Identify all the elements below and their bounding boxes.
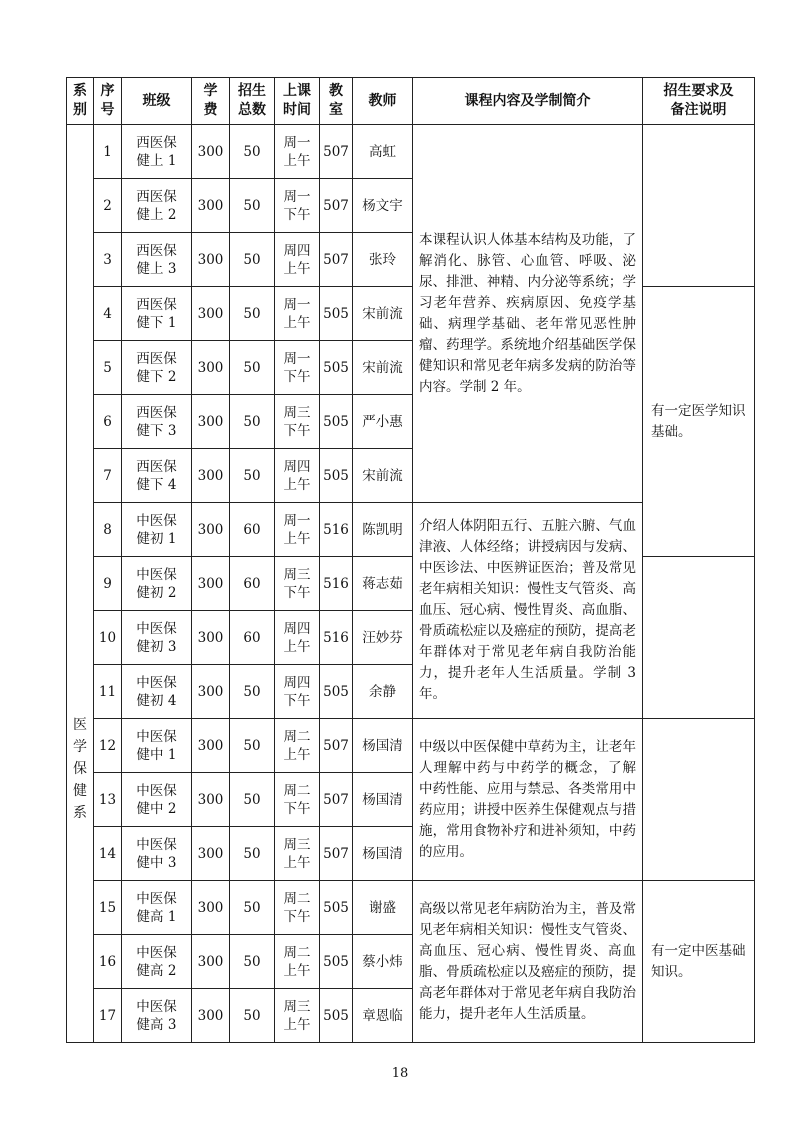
teacher-cell: 余静 bbox=[353, 665, 413, 719]
time-line: 下午 bbox=[283, 206, 311, 223]
seq-cell: 10 bbox=[94, 611, 122, 665]
table-body bbox=[67, 125, 755, 1043]
class-line: 中医保 bbox=[136, 674, 177, 691]
fee-cell: 300 bbox=[192, 773, 230, 827]
room-cell: 507 bbox=[320, 827, 353, 881]
class-line: 健初 4 bbox=[136, 692, 177, 709]
time-line: 上午 bbox=[283, 260, 311, 277]
table-row bbox=[67, 125, 755, 179]
quota-cell: 60 bbox=[230, 611, 275, 665]
time-line: 下午 bbox=[283, 422, 311, 439]
class-line: 西医保 bbox=[136, 296, 177, 313]
seq-cell: 16 bbox=[94, 935, 122, 989]
class-line: 健高 1 bbox=[136, 908, 177, 925]
room-cell: 507 bbox=[320, 125, 353, 179]
quota-cell: 50 bbox=[230, 395, 275, 449]
note-empty bbox=[643, 125, 755, 287]
class-line: 中医保 bbox=[136, 944, 177, 961]
fee-cell: 300 bbox=[192, 503, 230, 557]
class-line: 健初 1 bbox=[136, 530, 177, 547]
table-row bbox=[67, 881, 755, 935]
quota-cell: 50 bbox=[230, 881, 275, 935]
fee-cell: 300 bbox=[192, 611, 230, 665]
class-cell bbox=[122, 503, 192, 557]
quota-cell: 50 bbox=[230, 989, 275, 1043]
room-cell: 505 bbox=[320, 989, 353, 1043]
class-line: 中医保 bbox=[136, 998, 177, 1015]
time-line: 周二 bbox=[283, 944, 311, 961]
header-seq: 序 号 bbox=[94, 78, 122, 125]
header-time: 上课 时间 bbox=[275, 78, 320, 125]
quota-cell: 50 bbox=[230, 827, 275, 881]
fee-cell: 300 bbox=[192, 881, 230, 935]
time-line: 周一 bbox=[283, 296, 311, 313]
time-line: 上午 bbox=[283, 152, 311, 169]
quota-cell: 50 bbox=[230, 719, 275, 773]
time-cell bbox=[275, 449, 320, 503]
class-line: 西医保 bbox=[136, 404, 177, 421]
class-cell bbox=[122, 341, 192, 395]
fee-cell: 300 bbox=[192, 395, 230, 449]
time-cell bbox=[275, 665, 320, 719]
class-line: 中医保 bbox=[136, 782, 177, 799]
teacher-cell: 汪妙芬 bbox=[353, 611, 413, 665]
header-class: 班级 bbox=[122, 78, 192, 125]
enrollment-note: 有一定医学知识基础。 bbox=[643, 287, 755, 557]
time-line: 下午 bbox=[283, 692, 311, 709]
time-line: 下午 bbox=[283, 368, 311, 385]
time-line: 周三 bbox=[283, 566, 311, 583]
time-line: 上午 bbox=[283, 476, 311, 493]
course-description: 介绍人体阴阳五行、五脏六腑、气血津液、人体经络；讲授病因与发病、中医诊法、中医辨证医治；普及常见老年病相关知识：慢性支气管炎、高血压、冠心病、慢性胃炎、高血脂、骨质疏松症以及癌症的预防，提高老年群体对于常见老年病自我防治能力，提升老年人生活质量。学制 3 年。 bbox=[413, 503, 643, 719]
seq-cell: 17 bbox=[94, 989, 122, 1043]
class-line: 中医保 bbox=[136, 836, 177, 853]
room-cell: 507 bbox=[320, 719, 353, 773]
class-line: 中医保 bbox=[136, 512, 177, 529]
time-line: 周一 bbox=[283, 188, 311, 205]
time-cell bbox=[275, 179, 320, 233]
header-dept: 系 别 bbox=[67, 78, 94, 125]
time-line: 周一 bbox=[283, 512, 311, 529]
time-cell bbox=[275, 125, 320, 179]
room-cell: 505 bbox=[320, 395, 353, 449]
class-line: 健下 1 bbox=[136, 314, 177, 331]
fee-cell: 300 bbox=[192, 665, 230, 719]
quota-cell: 50 bbox=[230, 665, 275, 719]
table-row bbox=[67, 557, 755, 611]
teacher-cell: 杨国清 bbox=[353, 773, 413, 827]
class-line: 健下 2 bbox=[136, 368, 177, 385]
fee-cell: 300 bbox=[192, 449, 230, 503]
header-quota: 招生 总数 bbox=[230, 78, 275, 125]
table-row bbox=[67, 719, 755, 773]
class-line: 健上 2 bbox=[136, 206, 177, 223]
seq-cell: 8 bbox=[94, 503, 122, 557]
teacher-cell: 宋前流 bbox=[353, 287, 413, 341]
header-note: 招生要求及 备注说明 bbox=[643, 78, 755, 125]
teacher-cell: 蔡小炜 bbox=[353, 935, 413, 989]
class-line: 健中 3 bbox=[136, 854, 177, 871]
class-line: 中医保 bbox=[136, 890, 177, 907]
class-line: 西医保 bbox=[136, 242, 177, 259]
class-cell bbox=[122, 611, 192, 665]
room-cell: 516 bbox=[320, 611, 353, 665]
class-cell bbox=[122, 287, 192, 341]
quota-cell: 50 bbox=[230, 125, 275, 179]
class-cell bbox=[122, 557, 192, 611]
class-line: 健上 3 bbox=[136, 260, 177, 277]
class-line: 健高 2 bbox=[136, 962, 177, 979]
class-line: 健上 1 bbox=[136, 152, 177, 169]
seq-cell: 4 bbox=[94, 287, 122, 341]
time-line: 周一 bbox=[283, 350, 311, 367]
class-line: 西医保 bbox=[136, 350, 177, 367]
fee-cell: 300 bbox=[192, 989, 230, 1043]
time-line: 周三 bbox=[283, 836, 311, 853]
class-line: 西医保 bbox=[136, 134, 177, 151]
time-cell bbox=[275, 395, 320, 449]
room-cell: 505 bbox=[320, 881, 353, 935]
fee-cell: 300 bbox=[192, 287, 230, 341]
seq-cell: 13 bbox=[94, 773, 122, 827]
class-line: 中医保 bbox=[136, 728, 177, 745]
seq-cell: 9 bbox=[94, 557, 122, 611]
class-line: 健中 2 bbox=[136, 800, 177, 817]
class-cell bbox=[122, 179, 192, 233]
class-cell bbox=[122, 395, 192, 449]
header-teacher: 教师 bbox=[353, 78, 413, 125]
teacher-cell: 陈凯明 bbox=[353, 503, 413, 557]
time-line: 周四 bbox=[283, 620, 311, 637]
time-line: 周四 bbox=[283, 242, 311, 259]
class-line: 健初 3 bbox=[136, 638, 177, 655]
time-line: 周三 bbox=[283, 404, 311, 421]
time-line: 周二 bbox=[283, 728, 311, 745]
quota-cell: 50 bbox=[230, 287, 275, 341]
teacher-cell: 张玲 bbox=[353, 233, 413, 287]
course-description: 本课程认识人体基本结构及功能，了解消化、脉管、心血管、呼吸、泌尿、排泄、神精、内分泌等系统；学习老年营养、疾病原因、免疫学基础、病理学基础、老年常见恶性肿瘤、药理学。系统地介绍基础医学保健知识和常见老年病多发病的防治等内容。学制 2 年。 bbox=[413, 125, 643, 503]
class-cell bbox=[122, 881, 192, 935]
time-cell bbox=[275, 503, 320, 557]
teacher-cell: 宋前流 bbox=[353, 449, 413, 503]
time-line: 下午 bbox=[283, 584, 311, 601]
time-line: 上午 bbox=[283, 638, 311, 655]
teacher-cell: 杨文宇 bbox=[353, 179, 413, 233]
fee-cell: 300 bbox=[192, 341, 230, 395]
class-line: 健下 3 bbox=[136, 422, 177, 439]
class-cell bbox=[122, 665, 192, 719]
time-cell bbox=[275, 989, 320, 1043]
class-cell bbox=[122, 773, 192, 827]
department-cell bbox=[67, 125, 94, 1043]
quota-cell: 60 bbox=[230, 503, 275, 557]
note-empty bbox=[643, 719, 755, 881]
fee-cell: 300 bbox=[192, 935, 230, 989]
class-cell bbox=[122, 827, 192, 881]
fee-cell: 300 bbox=[192, 125, 230, 179]
class-line: 健下 4 bbox=[136, 476, 177, 493]
time-line: 周一 bbox=[283, 134, 311, 151]
time-cell bbox=[275, 719, 320, 773]
class-cell bbox=[122, 233, 192, 287]
room-cell: 505 bbox=[320, 935, 353, 989]
seq-cell: 7 bbox=[94, 449, 122, 503]
room-cell: 507 bbox=[320, 179, 353, 233]
class-line: 健初 2 bbox=[136, 584, 177, 601]
fee-cell: 300 bbox=[192, 827, 230, 881]
quota-cell: 50 bbox=[230, 449, 275, 503]
class-line: 健高 3 bbox=[136, 1016, 177, 1033]
course-description: 中级以中医保健中草药为主，让老年人理解中药与中药学的概念，了解 中药性能、应用与禁忌、各类常用中药应用；讲授中医养生保健观点与措施，常用食物补疗和进补须知，中药的应用。 bbox=[413, 719, 643, 881]
time-line: 周四 bbox=[283, 458, 311, 475]
teacher-cell: 严小惠 bbox=[353, 395, 413, 449]
table-row bbox=[67, 287, 755, 341]
header-room: 教 室 bbox=[320, 78, 353, 125]
class-cell bbox=[122, 125, 192, 179]
teacher-cell: 杨国清 bbox=[353, 719, 413, 773]
seq-cell: 2 bbox=[94, 179, 122, 233]
note-empty bbox=[643, 557, 755, 719]
teacher-cell: 宋前流 bbox=[353, 341, 413, 395]
fee-cell: 300 bbox=[192, 719, 230, 773]
teacher-cell: 杨国清 bbox=[353, 827, 413, 881]
seq-cell: 1 bbox=[94, 125, 122, 179]
time-line: 上午 bbox=[283, 1016, 311, 1033]
time-line: 周二 bbox=[283, 782, 311, 799]
class-cell bbox=[122, 935, 192, 989]
class-line: 西医保 bbox=[136, 458, 177, 475]
room-cell: 507 bbox=[320, 233, 353, 287]
room-cell: 505 bbox=[320, 449, 353, 503]
teacher-cell: 高虹 bbox=[353, 125, 413, 179]
class-line: 健中 1 bbox=[136, 746, 177, 763]
quota-cell: 50 bbox=[230, 179, 275, 233]
course-page bbox=[66, 77, 754, 1043]
class-line: 中医保 bbox=[136, 566, 177, 583]
time-line: 上午 bbox=[283, 962, 311, 979]
time-cell bbox=[275, 881, 320, 935]
fee-cell: 300 bbox=[192, 557, 230, 611]
time-line: 下午 bbox=[283, 800, 311, 817]
class-line: 中医保 bbox=[136, 620, 177, 637]
time-cell bbox=[275, 827, 320, 881]
class-cell bbox=[122, 989, 192, 1043]
course-table bbox=[66, 77, 755, 1043]
department-label: 医学保健系 bbox=[73, 716, 87, 821]
time-cell bbox=[275, 611, 320, 665]
seq-cell: 3 bbox=[94, 233, 122, 287]
time-line: 上午 bbox=[283, 314, 311, 331]
time-cell bbox=[275, 341, 320, 395]
seq-cell: 15 bbox=[94, 881, 122, 935]
room-cell: 505 bbox=[320, 341, 353, 395]
teacher-cell: 章恩临 bbox=[353, 989, 413, 1043]
time-line: 周二 bbox=[283, 890, 311, 907]
header-fee: 学 费 bbox=[192, 78, 230, 125]
quota-cell: 50 bbox=[230, 341, 275, 395]
quota-cell: 50 bbox=[230, 233, 275, 287]
time-line: 周四 bbox=[283, 674, 311, 691]
header-content: 课程内容及学制简介 bbox=[413, 78, 643, 125]
seq-cell: 12 bbox=[94, 719, 122, 773]
class-cell bbox=[122, 719, 192, 773]
room-cell: 516 bbox=[320, 503, 353, 557]
class-line: 西医保 bbox=[136, 188, 177, 205]
fee-cell: 300 bbox=[192, 233, 230, 287]
time-cell bbox=[275, 557, 320, 611]
seq-cell: 6 bbox=[94, 395, 122, 449]
time-cell bbox=[275, 287, 320, 341]
course-description: 高级以常见老年病防治为主，普及常见老年病相关知识：慢性支气管炎、高血压、冠心病、慢性胃炎、高血脂、骨质疏松症以及癌症的预防，提高老年群体对于常见老年病自我防治能力，提升老年人生活质量。 bbox=[413, 881, 643, 1043]
seq-cell: 14 bbox=[94, 827, 122, 881]
time-line: 上午 bbox=[283, 530, 311, 547]
quota-cell: 50 bbox=[230, 773, 275, 827]
enrollment-note: 有一定中医基础知识。 bbox=[643, 881, 755, 1043]
header-row bbox=[67, 78, 755, 125]
teacher-cell: 谢盛 bbox=[353, 881, 413, 935]
time-cell bbox=[275, 935, 320, 989]
room-cell: 516 bbox=[320, 557, 353, 611]
time-line: 上午 bbox=[283, 746, 311, 763]
seq-cell: 11 bbox=[94, 665, 122, 719]
quota-cell: 60 bbox=[230, 557, 275, 611]
fee-cell: 300 bbox=[192, 179, 230, 233]
time-cell bbox=[275, 773, 320, 827]
time-line: 周三 bbox=[283, 998, 311, 1015]
page-number: 18 bbox=[391, 1066, 409, 1081]
time-line: 下午 bbox=[283, 908, 311, 925]
teacher-cell: 蒋志茹 bbox=[353, 557, 413, 611]
room-cell: 507 bbox=[320, 773, 353, 827]
seq-cell: 5 bbox=[94, 341, 122, 395]
room-cell: 505 bbox=[320, 287, 353, 341]
time-line: 上午 bbox=[283, 854, 311, 871]
time-cell bbox=[275, 233, 320, 287]
class-cell bbox=[122, 449, 192, 503]
room-cell: 505 bbox=[320, 665, 353, 719]
quota-cell: 50 bbox=[230, 935, 275, 989]
